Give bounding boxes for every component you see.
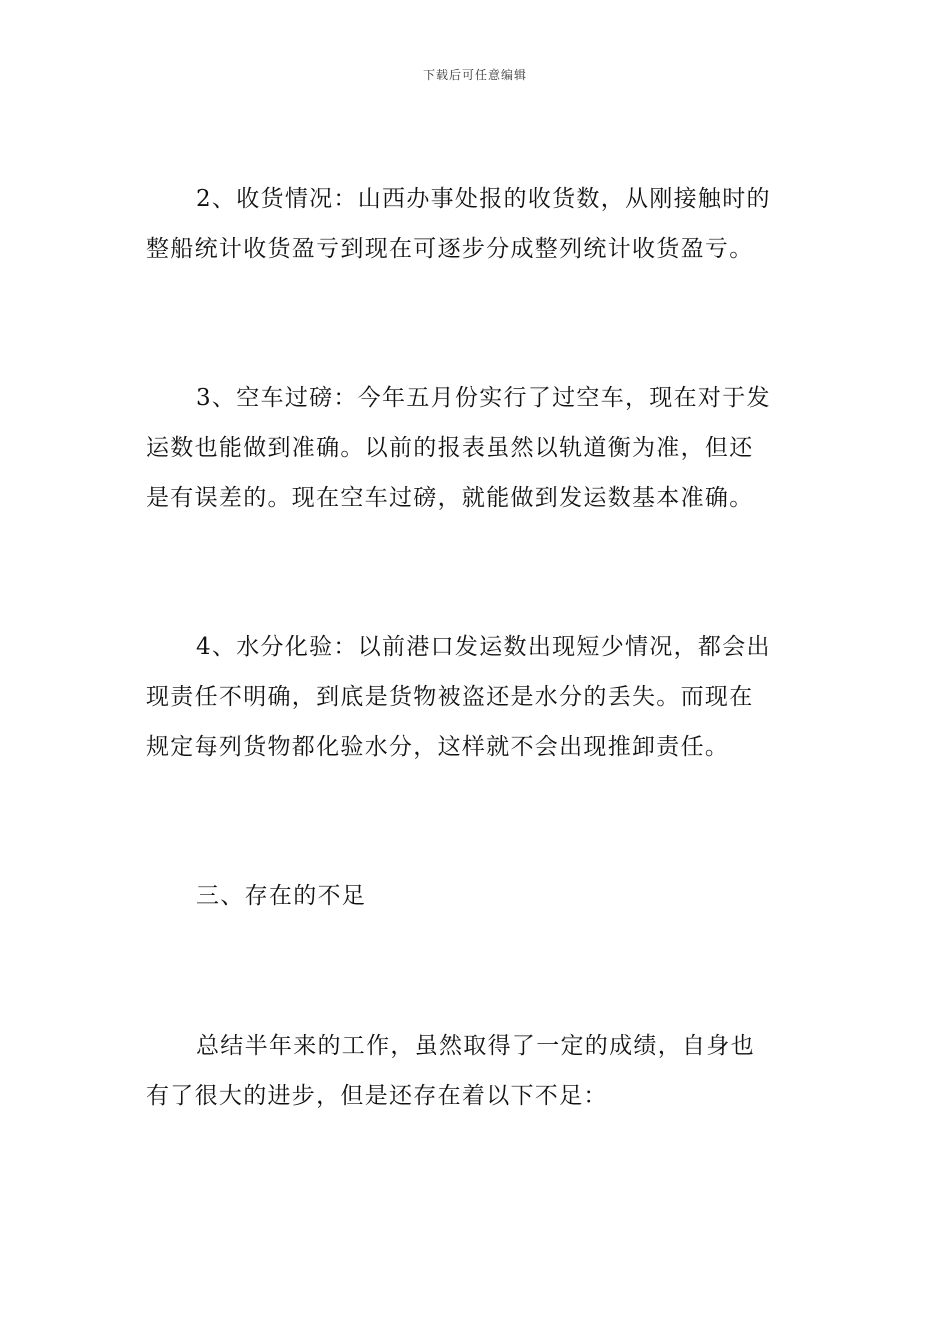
paragraph-line: 是有误差的。现在空车过磅，就能做到发运数基本准确。 — [146, 485, 754, 511]
page-header: 下载后可任意编辑 — [422, 68, 527, 82]
paragraph-line: 2、收货情况：山西办事处报的收货数，从刚接触时的 — [196, 186, 771, 212]
paragraph-summary — [146, 1021, 808, 1121]
paragraph-line: 整船统计收货盈亏到现在可逐步分成整列统计收货盈亏。 — [146, 236, 754, 262]
paragraph-line: 规定每列货物都化验水分，这样就不会出现推卸责任。 — [146, 734, 730, 760]
paragraph-empty-weighing — [146, 373, 808, 523]
paragraph-line: 现责任不明确，到底是货物被盗还是水分的丢失。而现在 — [146, 684, 754, 710]
paragraph-line: 总结半年来的工作，虽然取得了一定的成绩，自身也 — [196, 1033, 755, 1059]
paragraph-receiving — [146, 174, 808, 274]
section-heading — [146, 871, 808, 921]
paragraph-line: 有了很大的进步，但是还存在着以下不足： — [146, 1083, 608, 1109]
paragraph-line: 3、空车过磅：今年五月份实行了过空车，现在对于发 — [196, 385, 771, 411]
section-heading-text: 三、存在的不足 — [196, 883, 367, 909]
paragraph-line: 运数也能做到准确。以前的报表虽然以轨道衡为准，但还 — [146, 435, 754, 461]
paragraph-moisture-test — [146, 622, 808, 772]
paragraph-line: 4、水分化验：以前港口发运数出现短少情况，都会出 — [196, 634, 771, 660]
